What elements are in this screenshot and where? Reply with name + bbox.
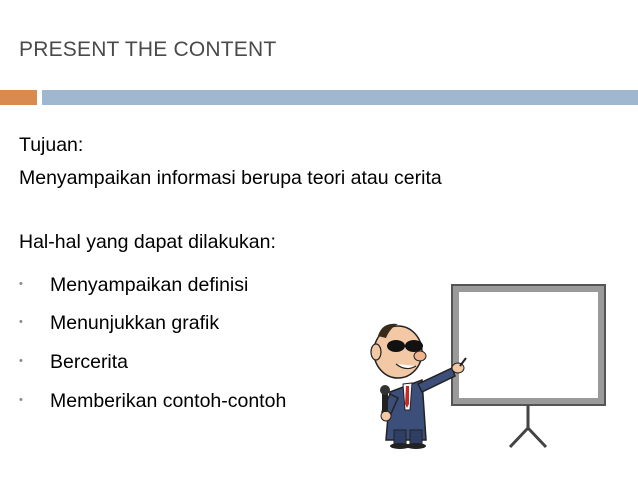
bullet-icon: • [19,394,23,406]
bullet-icon: • [19,278,23,290]
bullet-text: Menunjukkan grafik [50,312,220,334]
bullet-text: Menyampaikan definisi [50,274,249,296]
tujuan-label: Tujuan: [19,134,84,156]
bullet-icon: • [19,316,23,328]
tujuan-text: Menyampaikan informasi berupa teori atau cerita [19,167,442,189]
bullet-icon: • [19,355,23,367]
presenter-whiteboard-icon [360,280,620,450]
slide-title: PRESENT THE CONTENT [19,38,277,61]
bullet-text: Memberikan contoh-contoh [50,390,287,412]
accent-bar-orange [0,90,37,105]
bullet-text: Bercerita [50,351,129,373]
accent-bar-blue [42,90,638,105]
hal-label: Hal-hal yang dapat dilakukan: [19,231,276,253]
